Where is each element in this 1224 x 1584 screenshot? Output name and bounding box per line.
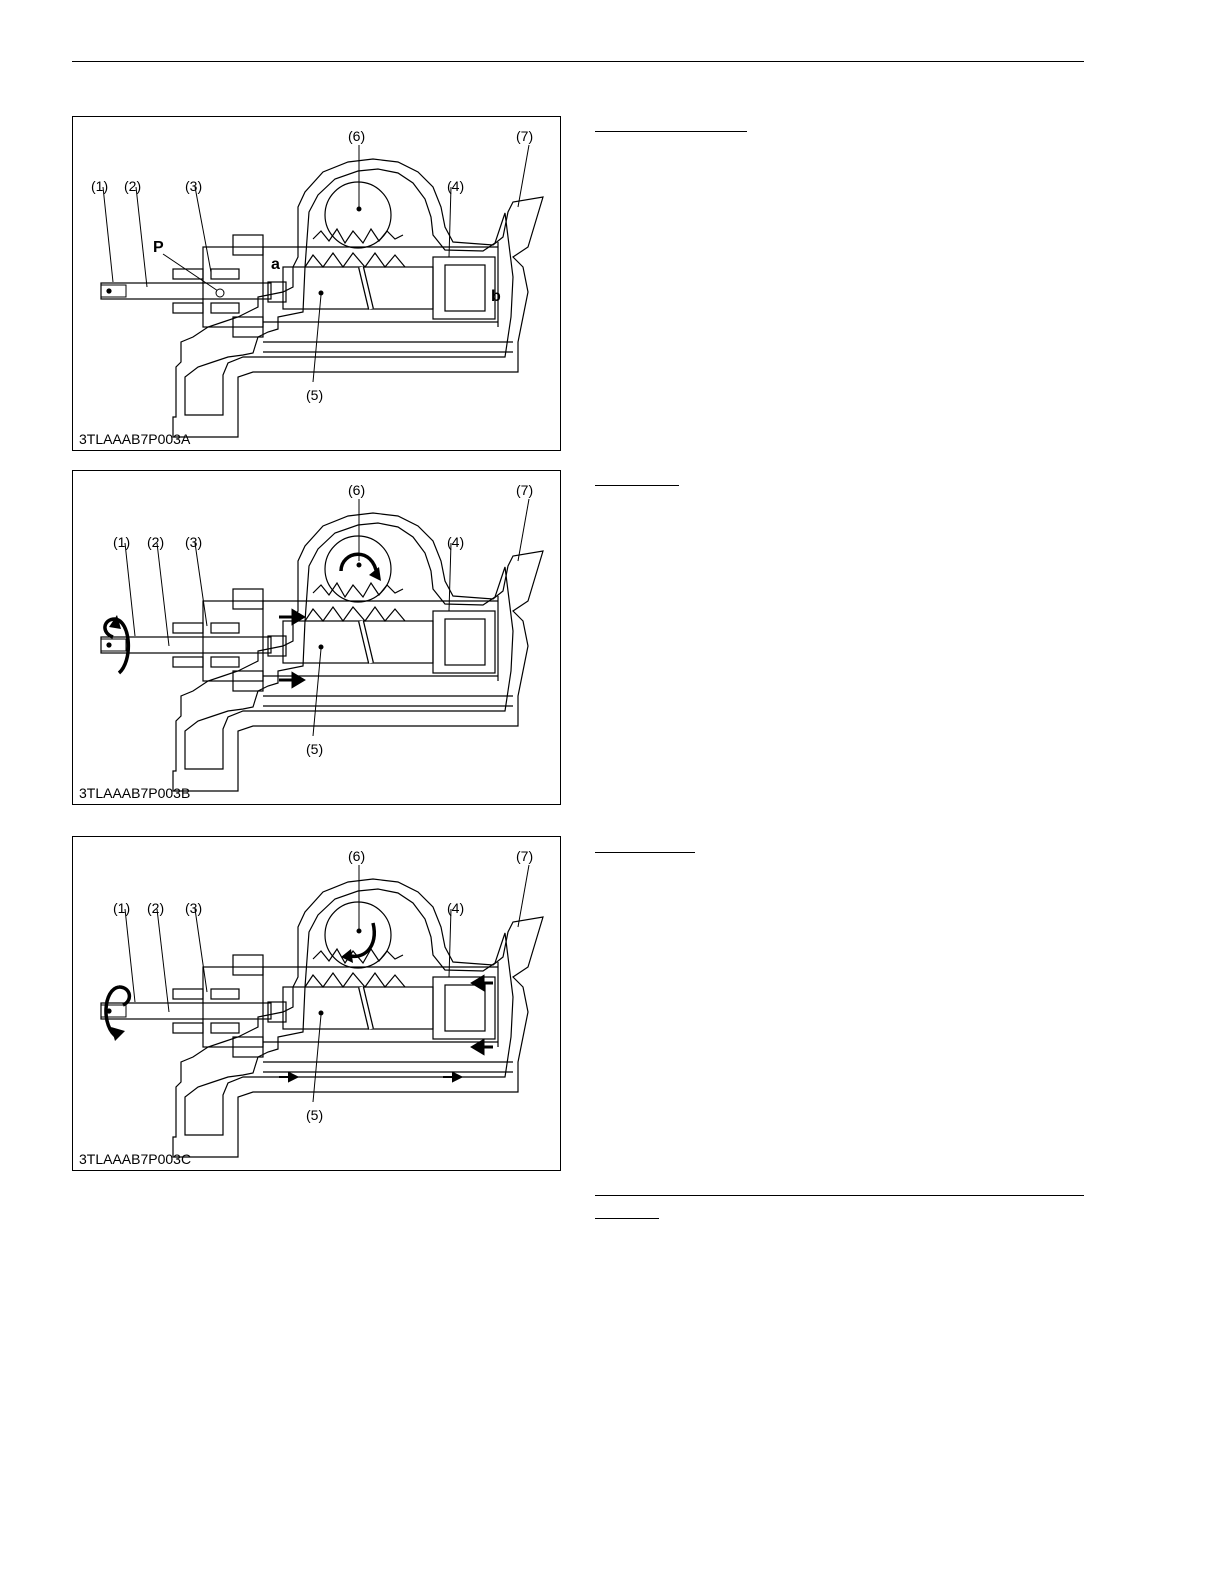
point-label-p: P: [153, 239, 164, 256]
callout-4: (4): [447, 534, 465, 550]
callout-7: (7): [516, 848, 534, 864]
heading-rule: [595, 1218, 659, 1219]
callout-6: (6): [348, 128, 366, 144]
callout-7: (7): [516, 482, 534, 498]
figure-a: [72, 116, 561, 451]
callout-4: (4): [447, 178, 465, 194]
callout-2: (2): [147, 534, 165, 550]
point-label-a: a: [271, 256, 280, 273]
callout-1: (1): [91, 178, 109, 194]
callout-1: (1): [113, 900, 131, 916]
figure-code: 3TLAAAB7P003B: [79, 785, 191, 801]
figure-code: 3TLAAAB7P003C: [79, 1151, 192, 1167]
callout-5: (5): [306, 741, 324, 757]
callout-2: (2): [124, 178, 142, 194]
callout-3: (3): [185, 534, 203, 550]
callout-1: (1): [113, 534, 131, 550]
callout-5: (5): [306, 1107, 324, 1123]
point-label-b: b: [491, 288, 501, 305]
callout-4: (4): [447, 900, 465, 916]
figure-b: [72, 470, 561, 805]
steering-gear-diagram-b: [73, 471, 562, 806]
figure-code: 3TLAAAB7P003A: [79, 431, 191, 447]
heading-rule: [595, 852, 695, 853]
top-rule: [72, 61, 1084, 62]
callout-2: (2): [147, 900, 165, 916]
steering-gear-diagram-c: [73, 837, 562, 1172]
steering-gear-diagram-a: [73, 117, 562, 452]
callout-3: (3): [185, 178, 203, 194]
callout-6: (6): [348, 848, 366, 864]
callout-6: (6): [348, 482, 366, 498]
section-rule: [595, 1195, 1084, 1196]
callout-7: (7): [516, 128, 534, 144]
callout-3: (3): [185, 900, 203, 916]
heading-rule: [595, 131, 747, 132]
heading-rule: [595, 485, 679, 486]
figure-c: [72, 836, 561, 1171]
callout-5: (5): [306, 387, 324, 403]
